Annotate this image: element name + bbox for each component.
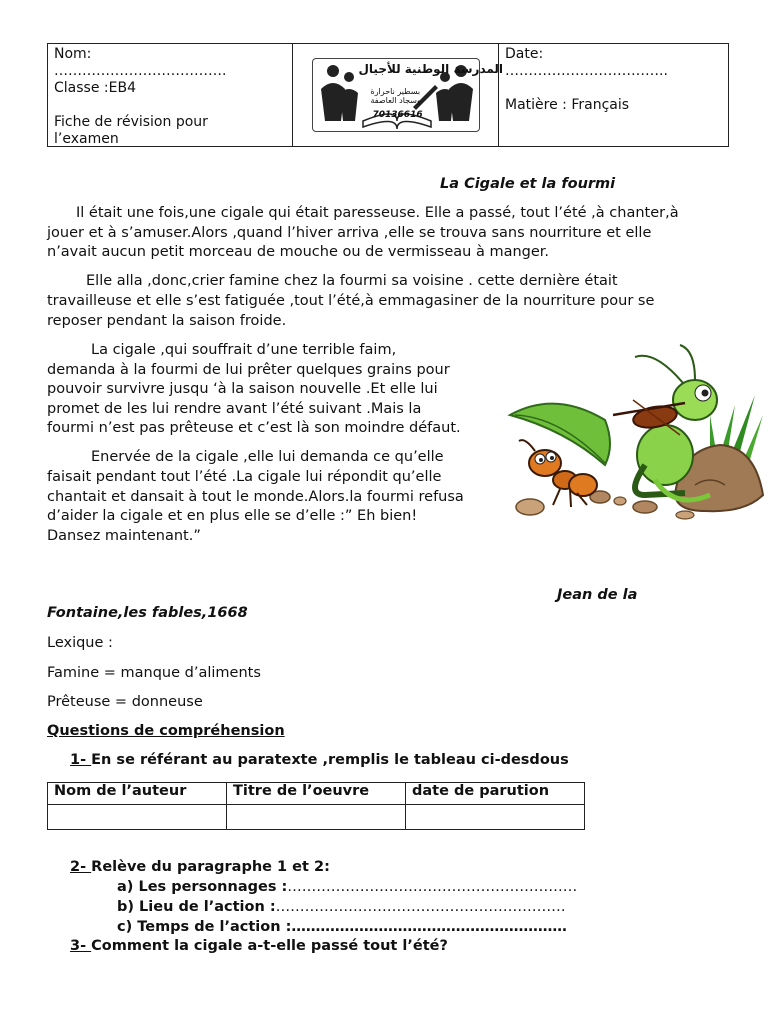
date-dots: …………………………….. [505,63,668,79]
question-1: 1- En se référant au paratexte ,remplis le tableau ci-desdous [70,752,569,768]
question-2c: c) Temps de l’action :………………………………………………… [117,919,567,935]
question-2a: a) Les personnages :…………………………………………………… [117,879,578,895]
p3-line-4: promet de les lui rendre avant l’été suivant .Mais la [47,401,422,417]
p2-line-1: Elle alla ,donc,crier famine chez la fourmi sa voisine . cette dernière était [86,273,618,289]
text-title: La Cigale et la fourmi [440,176,616,192]
p1-line-3: n’avait aucun petit morceau de mouche ou de vermisseau à manger. [47,244,550,260]
header-auteur: Nom de l’auteur [48,783,227,805]
p3-line-1: La cigale ,qui souffrait d’une terrible faim, [91,342,397,358]
header-titre: Titre de l’oeuvre [227,783,406,805]
source-line-2: Fontaine,les fables,1668 [47,605,248,621]
p1-line-2: jouer et à s’amuser.Alors ,quand l’hiver arriva ,elle se trouva sans nourriture et elle [47,225,652,241]
p2-line-3: reposer pendant la saison froide. [47,313,287,329]
paratexte-table [47,782,585,830]
p4-line-1: Enervée de la cigale ,elle lui demanda ce qu’elle [91,449,444,465]
nom-label: Nom: [54,46,92,62]
student-info-cell [48,44,293,146]
logo-cell [293,44,504,146]
classe-label: Classe :EB4 [54,80,136,96]
answer-titre-cell[interactable] [227,805,406,830]
question-2: 2- Relève du paragraphe 1 et 2: [70,859,330,875]
p2-line-2: travailleuse et elle s’est fatiguée ,tout l’été,à emmagasiner de la nourriture pour se [47,293,655,309]
fiche-line-2: l’examen [54,131,119,147]
lexique-item-1: Famine = manque d’aliments [47,665,261,681]
p4-line-5: Dansez maintenant.” [47,528,201,544]
answer-date-cell[interactable] [406,805,585,830]
school-logo [312,58,504,132]
p4-line-3: chantait et dansait à tout le monde.Alors.la fourmi refusa [47,489,464,505]
logo-arabic-title: المدرسة الوطنية للأجيال [358,62,504,76]
date-cell [499,44,728,146]
question-2b: b) Lieu de l’action :…………………………………………………… [117,899,566,915]
logo-arabic-sub: بسطير ناحرارة وسجاد العاصفة [370,87,421,105]
nom-dots: ………………………………. [54,63,227,79]
date-label: Date: [505,46,544,62]
lexique-label: Lexique : [47,635,113,651]
answer-auteur-cell[interactable] [48,805,227,830]
p1-line-1: Il était une fois,une cigale qui était paresseuse. Elle a passé, tout l’été ,à chanter,à [76,205,679,221]
table-answer-row [48,805,585,830]
header-table [47,43,729,147]
table-header-row [48,783,585,805]
logo-phone: 70136616 [372,110,423,120]
p3-line-2: demanda à la fourmi de lui prêter quelques grains pour [47,362,450,378]
question-3: 3- Comment la cigale a-t-elle passé tout l’été? [70,938,448,954]
source-line-1: Jean de la [557,587,638,603]
matiere-label: Matière : Français [505,97,630,113]
lexique-item-2: Prêteuse = donneuse [47,694,203,710]
questions-heading: Questions de compréhension [47,723,285,739]
p3-line-3: pouvoir survivre jusqu ‘à la saison nouvelle .Et elle lui [47,381,438,397]
cigale-fourmi-illustration [505,345,767,525]
fiche-line-1: Fiche de révision pour [54,114,208,130]
p4-line-4: d’aider la cigale et en plus elle se d’elle :” Eh bien! [47,508,418,524]
header-date: date de parution [406,783,585,805]
p3-line-5: fourmi n’est pas prêteuse et c’est là son moindre défaut. [47,420,461,436]
p4-line-2: faisait pendant tout l’été .La cigale lui répondit qu’elle [47,469,442,485]
